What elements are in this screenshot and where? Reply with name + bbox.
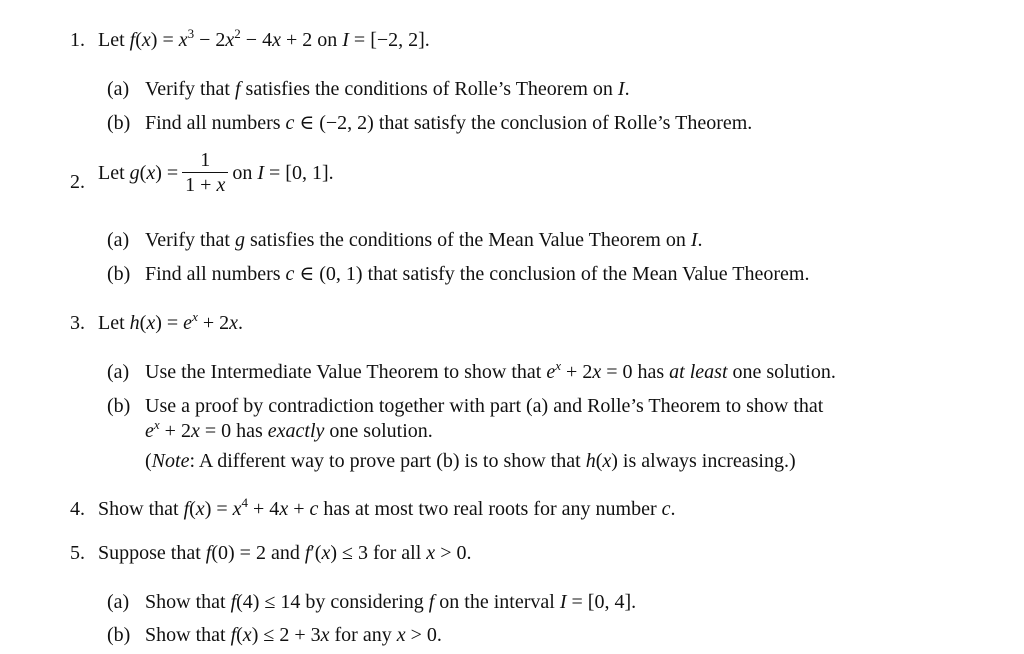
problem-number: 1.: [70, 29, 85, 51]
part-text: Use a proof by contradiction together with part (a) and Rolle’s Theorem to show that: [145, 395, 824, 417]
part-label: (b): [107, 112, 131, 134]
part-label: (b): [107, 263, 131, 285]
problem-statement: Suppose that f(0) = 2 and f′(x) ≤ 3 for all x > 0.: [98, 542, 472, 564]
part-text: Show that f(4) ≤ 14 by considering f on the interval I = [0, 4].: [145, 591, 637, 613]
part-text: Find all numbers c ∈ (0, 1) that satisfy the conclusion of the Mean Value Theorem.: [145, 263, 810, 285]
problem-number: 3.: [70, 312, 85, 334]
part-text: Show that f(x) ≤ 2 + 3x for any x > 0.: [145, 624, 442, 646]
fraction: $\frac{1}{1 + x}$: [182, 149, 228, 196]
part-text: $e^x + 2x = 0$ has exactly one solution.: [145, 417, 433, 442]
part-text: Verify that f satisfies the conditions of Rolle’s Theorem on I.: [145, 78, 630, 100]
part-label: (a): [107, 591, 130, 613]
part-text: Verify that g satisfies the conditions of the Mean Value Theorem on I.: [145, 229, 703, 251]
part-label: (a): [107, 78, 130, 100]
part-text: Find all numbers c ∈ (−2, 2) that satisfy the conclusion of Rolle’s Theorem.: [145, 112, 753, 134]
problem-number: 2.: [70, 171, 85, 193]
part-text: Use the Intermediate Value Theorem to show that $e^x + 2x = 0$ has at least one solution.: [145, 358, 836, 383]
note-text: (Note: A different way to prove part (b) is to show that h(x) is always increasing.): [145, 450, 796, 472]
problem-statement: Let $h(x) = e^x + 2x$.: [98, 309, 244, 334]
problem-statement: Show that $f(x) = x^4 + 4x + c$ has at most two real roots for any number c.: [98, 495, 676, 520]
part-label: (b): [107, 395, 131, 417]
problem-number: 5.: [70, 542, 85, 564]
part-label: (a): [107, 361, 130, 383]
problem-statement: Let $f(x) = x^3 - 2x^2 - 4x + 2$ on I = [−2, 2].: [98, 26, 430, 51]
part-label: (b): [107, 624, 131, 646]
problem-number: 4.: [70, 498, 85, 520]
problem-statement: Let g(x) = $\frac{1}{1 + x}$ on I = [0, 1].: [98, 149, 334, 196]
part-label: (a): [107, 229, 130, 251]
